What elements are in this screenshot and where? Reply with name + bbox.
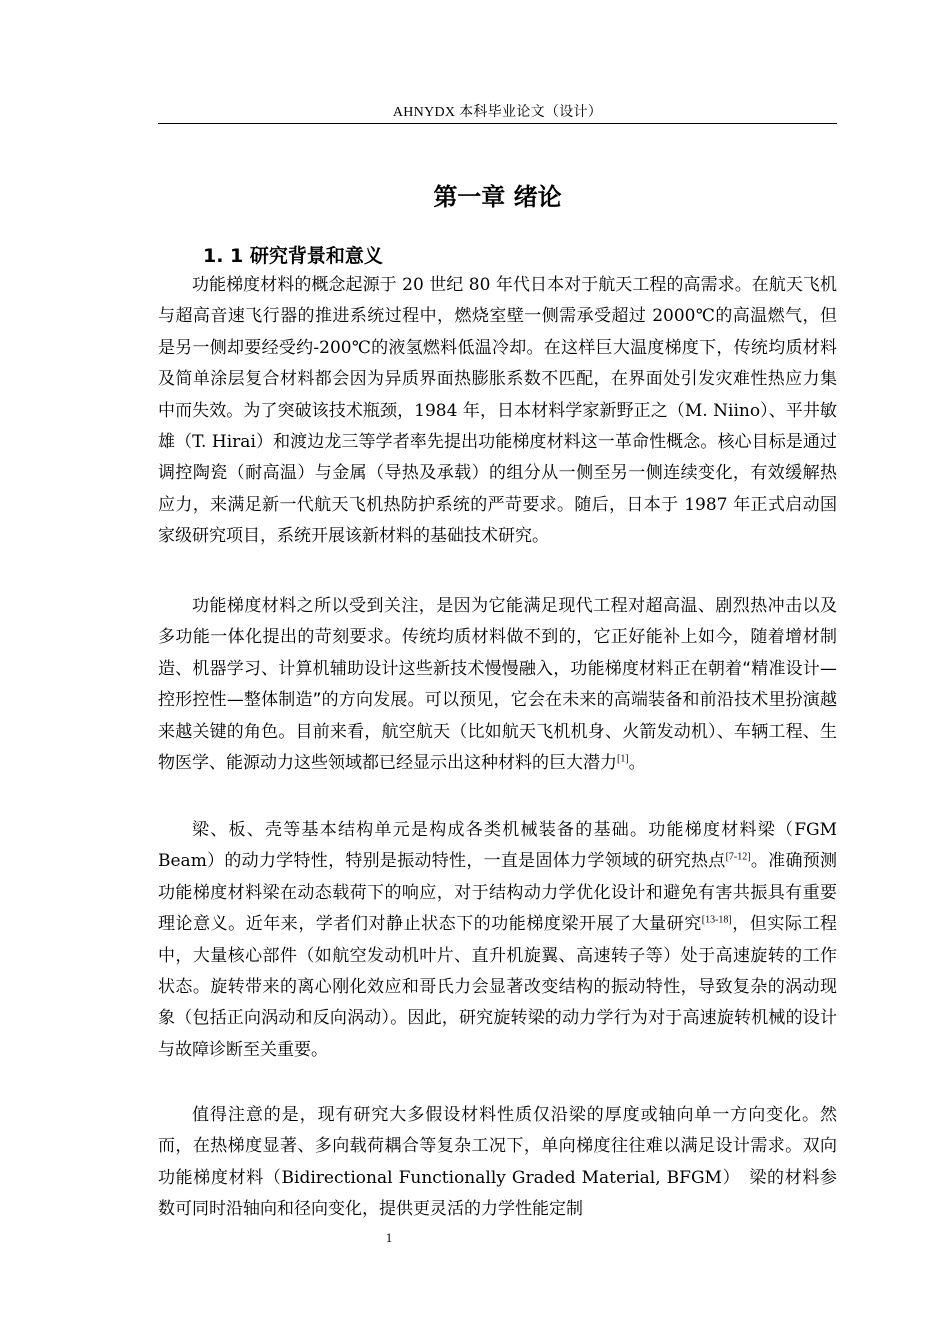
citation-ref-7-12[interactable]: [7-12] [725,851,751,863]
paragraph-2 [158,591,837,779]
paragraph-1: 功能梯度材料的概念起源于 20 世纪 80 年代日本对于航天工程的高需求。在航天飞机与超高音速飞行器的推进系统过程中，燃烧室壁一侧需承受超过 2000℃的高温燃气，但是另一侧却要经受约-200℃的液氢燃料低温冷却。在这样巨大温度梯度下，传统均质材料及简单涂层复合材料都会因为异质界面热膨胀系数不匹配，在界面处引发灾难性热应力集中而失效。为了突破该技术瓶颈，1984 年，日本材料学家新野正之（M. Niino）、平井敏雄（T. Hirai）和渡边龙三等学者率先提出功能梯度材料这一革命性概念。核心目标是通过调控陶瓷（耐高温）与金属（导热及承载）的组分从一侧至另一侧连续变化，有效缓解热应力，来满足新一代航天飞机热防护系统的严苛要求。随后，日本于 1987 年正式启动国家级研究项目，系统开展该新材料的基础技术研究。 [158,275,837,547]
paragraph-2-text: 功能梯度材料之所以受到关注，是因为它能满足现代工程对超高温、剧烈热冲击以及多功能一体化提出的苛刻要求。传统均质材料做不到的，它正好能补上如今，随着增材制造、机器学习、计算机辅助设计这些新技术慢慢融入，功能梯度材料正在朝着“精准设计—控形控性—整体制造”的方向发展。可以预见，它会在未来的高端装备和前沿技术里扮演越来越关键的角色。目前来看，航空航天（比如航天飞机机身、火箭发动机）、车辆工程、生物医学、能源动力这些领域都已经显示出这种材料的巨大潜力 [158,596,837,774]
section-title: 1. 1 研究背景和意义 [203,245,383,267]
paragraph-4: 值得注意的是，现有研究大多假设材料性质仅沿梁的厚度或轴向单一方向变化。然而，在热梯度显著、多向载荷耦合等复杂工况下，单向梯度往往难以满足设计需求。双向功能梯度材料（Bidirectional Functionally Graded Material, BFGM） 梁的材料参数可同时沿轴向和径向变化，提供更灵活的力学性能定制 [158,1105,837,1220]
paragraph-2-end: 。 [628,753,646,774]
paragraph-3-part-b: 。准确预测功能梯度材料梁在动态载荷下的响应，对于结构动力学优化设计和避免有害共振具有重要理论意义。近年来，学者们对静止状态下的功能梯度梁开展了大量研究 [158,851,838,935]
paragraph-3 [158,815,837,1066]
running-header: AHNYDX 本科毕业论文（设计） [392,105,603,120]
chapter-title: 第一章 绪论 [433,183,562,211]
header-rule [158,123,837,124]
paragraph-3-part-a: 梁、板、壳等基本结构单元是构成各类机械装备的基础。功能梯度材料梁（FGM Beam）的动力学特性，特别是振动特性，一直是固体力学领域的研究热点 [158,820,837,872]
citation-ref-1[interactable]: [1] [617,753,629,765]
citation-ref-13-18[interactable]: [13-18] [701,914,732,926]
page-number: 1 [385,1230,393,1245]
paragraph-3-part-c: ，但实际工程中，大量核心部件（如航空发动机叶片、直升机旋翼、高速转子等）处于高速旋转的工作状态。旋转带来的离心刚化效应和哥氏力会显著改变结构的振动特性，导致复杂的涡动现象（包括正向涡动和反向涡动）。因此，研究旋转梁的动力学行为对于高速旋转机械的设计与故障诊断至关重要。 [158,914,838,1060]
